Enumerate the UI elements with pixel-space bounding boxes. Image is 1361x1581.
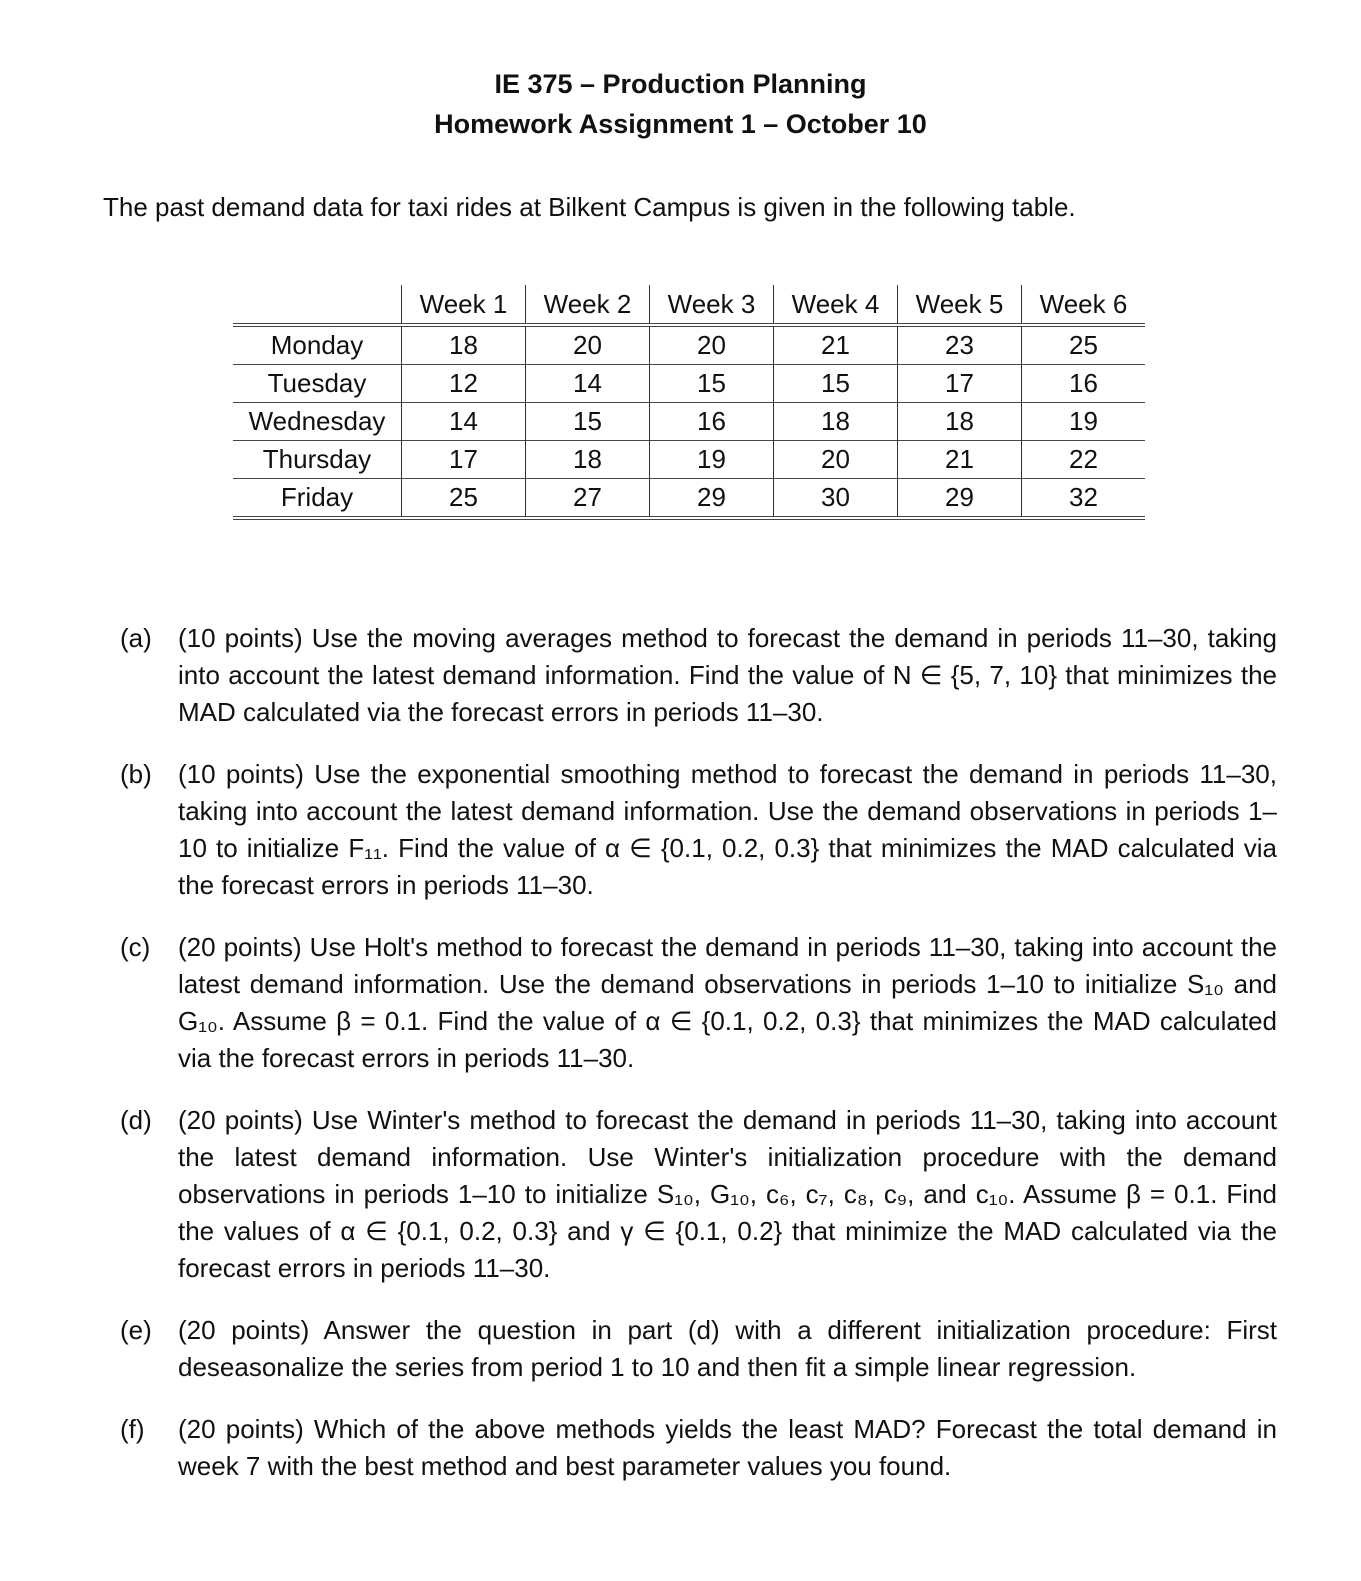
table-row [233,325,1145,365]
day-label: Monday [270,330,364,360]
column-header: Week 4 [774,285,898,325]
question-text: (20 points) Answer the question in part (d) with a different initialization procedure: First deseasonalize the series from period 1 to 10 and then fit a simple linear regression. [178,1315,1277,1382]
demand-table [233,285,1145,520]
demand-cell: 29 [898,479,1022,519]
demand-cell: 32 [1022,479,1146,519]
demand-cell: 18 [774,403,898,441]
column-header: Week 2 [526,285,650,325]
demand-cell: 25 [402,479,526,519]
question-item [120,620,1277,731]
question-item [120,1312,1277,1386]
column-header: Week 1 [402,285,526,325]
demand-cell: 21 [898,441,1022,479]
demand-cell: 18 [898,403,1022,441]
day-label: Thursday [262,444,372,474]
demand-cell: 16 [650,403,774,441]
demand-cell: 14 [402,403,526,441]
demand-cell: 21 [774,325,898,365]
question-label: (f) [120,1414,145,1444]
demand-cell: 14 [526,365,650,403]
question-text: (20 points) Use Holt's method to forecast the demand in periods 11–30, taking into account the latest demand information. Use the demand observations in periods 1–10 to initialize S₁₀ and G₁₀. Assume β = 0.1. Find the value of α ∈ {0.1, 0.2, 0.3} that minimizes the MAD calculated via the forecast errors in periods 11–30. [178,932,1277,1073]
demand-cell: 12 [402,365,526,403]
demand-cell: 20 [650,325,774,365]
question-label: (d) [120,1105,152,1135]
table-row [233,403,1145,441]
course-title: IE 375 – Production Planning [494,69,867,99]
day-label: Wednesday [248,406,386,436]
demand-cell: 19 [1022,403,1146,441]
question-label: (c) [120,932,151,962]
corner-cell [233,285,402,325]
demand-cell: 27 [526,479,650,519]
demand-cell: 19 [650,441,774,479]
demand-cell: 18 [526,441,650,479]
demand-cell: 15 [526,403,650,441]
question-text: (20 points) Use Winter's method to forecast the demand in periods 11–30, taking into account the latest demand information. Use Winter's initialization procedure with the demand observations in periods 1–10 to initialize S₁₀, G₁₀, c₆, c₇, c₈, c₉, and c₁₀. Assume β = 0.1. Find the values of α ∈ {0.1, 0.2, 0.3} and γ ∈ {0.1, 0.2} that minimize the MAD calculated via the forecast errors in periods 11–30. [178,1105,1277,1283]
demand-cell: 17 [898,365,1022,403]
day-label: Tuesday [267,368,367,398]
table-row [233,441,1145,479]
question-list [120,620,1277,1510]
demand-cell: 15 [650,365,774,403]
question-text: (20 points) Which of the above methods yields the least MAD? Forecast the total demand in week 7 with the best method and best parameter values you found. [178,1414,1277,1481]
question-item [120,1411,1277,1485]
question-label: (e) [120,1315,152,1345]
day-label: Friday [280,482,354,512]
column-header: Week 6 [1022,285,1146,325]
demand-cell: 17 [402,441,526,479]
question-label: (b) [120,759,152,789]
table-row [233,479,1145,519]
demand-cell: 20 [774,441,898,479]
column-header: Week 3 [650,285,774,325]
question-item [120,1102,1277,1287]
question-item [120,929,1277,1077]
demand-cell: 20 [526,325,650,365]
demand-cell: 22 [1022,441,1146,479]
demand-cell: 30 [774,479,898,519]
assignment-title: Homework Assignment 1 – October 10 [434,109,927,139]
question-text: (10 points) Use the exponential smoothing method to forecast the demand in periods 11–30, taking into account the latest demand information. Use the demand observations in periods 1–10 to initialize F₁₁. Find the value of α ∈ {0.1, 0.2, 0.3} that minimizes the MAD calculated via the forecast errors in periods 11–30. [178,759,1277,900]
demand-cell: 25 [1022,325,1146,365]
intro-paragraph: The past demand data for taxi rides at Bilkent Campus is given in the following table. [103,192,1076,222]
table-header-row [233,285,1145,325]
question-item [120,756,1277,904]
demand-cell: 15 [774,365,898,403]
table-row [233,365,1145,403]
demand-cell: 16 [1022,365,1146,403]
demand-cell: 23 [898,325,1022,365]
column-header: Week 5 [898,285,1022,325]
demand-cell: 18 [402,325,526,365]
question-text: (10 points) Use the moving averages method to forecast the demand in periods 11–30, taking into account the latest demand information. Find the value of N ∈ {5, 7, 10} that minimizes the MAD calculated via the forecast errors in periods 11–30. [178,623,1277,727]
question-label: (a) [120,623,152,653]
demand-cell: 29 [650,479,774,519]
document-title [0,64,1361,144]
